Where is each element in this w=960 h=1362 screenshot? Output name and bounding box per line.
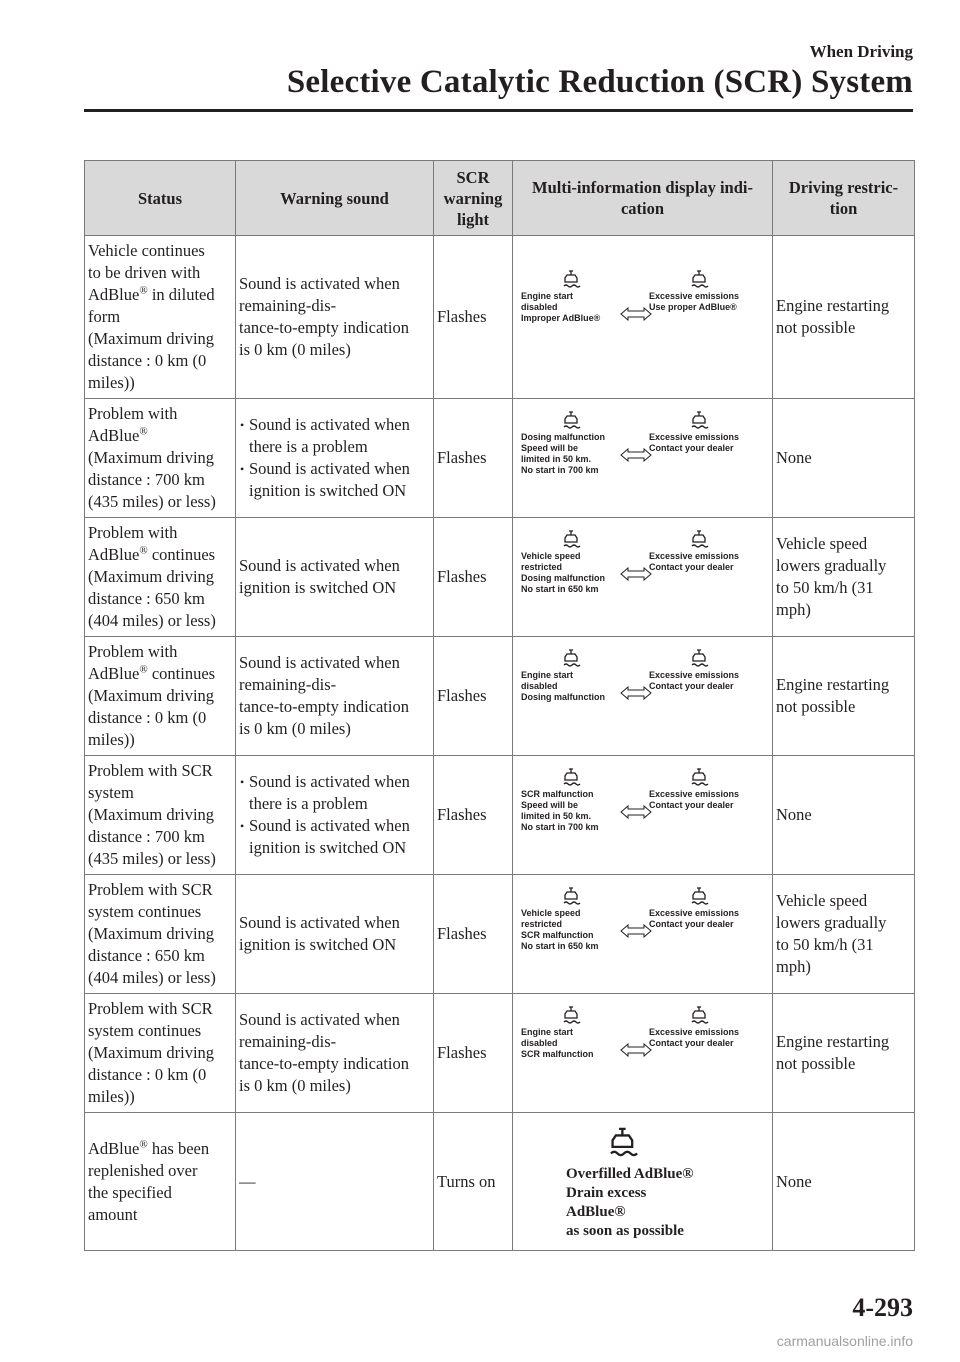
driving-restriction-cell: Engine restarting not possible — [773, 994, 915, 1113]
alternating-arrow-icon — [620, 448, 652, 462]
watermark: carmanualsonline.info — [776, 1333, 913, 1349]
warning-light-cell: Flashes — [434, 756, 513, 875]
warning-sound-cell: Sound is activated when ignition is switched ON — [236, 518, 434, 637]
status-cell: Problem with SCR system (Maximum driving distance : 700 km (435 miles) or less) — [85, 756, 236, 875]
scr-warning-icon — [689, 269, 711, 289]
driving-restriction-cell: Vehicle speed lowers gradually to 50 km/h (31 mph) — [773, 875, 915, 994]
table-row — [85, 756, 915, 875]
scr-warning-icon — [689, 1005, 711, 1025]
warning-light-cell: Flashes — [434, 875, 513, 994]
table-row — [85, 1113, 915, 1251]
scr-warning-icon — [561, 529, 583, 549]
warning-light-cell: Flashes — [434, 399, 513, 518]
status-cell: Problem with AdBlue® continues (Maximum driving distance : 650 km (404 miles) or less) — [85, 518, 236, 637]
display-screen-left: SCR malfunction Speed will be limited in 50 km. No start in 700 km — [521, 767, 631, 833]
header-warning-sound: Warning sound — [236, 161, 434, 236]
scr-warning-icon — [606, 1125, 642, 1159]
display-screen-right: Excessive emissions Contact your dealer — [649, 529, 759, 573]
display-cell — [513, 637, 773, 756]
bullet-item: • Sound is activated when there is a problem — [239, 771, 430, 815]
scr-warning-icon — [561, 767, 583, 787]
driving-restriction-cell: Engine restarting not possible — [773, 236, 915, 399]
driving-restriction-cell: None — [773, 756, 915, 875]
bullet-item: • Sound is activated when there is a problem — [239, 414, 430, 458]
display-screen-left: Engine start disabled Improper AdBlue® — [521, 269, 631, 324]
table-row — [85, 875, 915, 994]
warning-sound-cell: Sound is activated when remaining-dis- tance-to-empty indication is 0 km (0 miles) — [236, 637, 434, 756]
header-driving-restriction: Driving restric- tion — [773, 161, 915, 236]
display-cell — [513, 994, 773, 1113]
display-screen-right: Excessive emissions Contact your dealer — [649, 886, 759, 930]
display-screen-left: Vehicle speed restricted Dosing malfunction No start in 650 km — [521, 529, 631, 595]
display-screen-right: Excessive emissions Use proper AdBlue® — [649, 269, 759, 313]
page-title: Selective Catalytic Reduction (SCR) System — [286, 64, 913, 100]
scr-warning-icon — [561, 648, 583, 668]
display-cell — [513, 518, 773, 637]
alternating-arrow-icon — [620, 1043, 652, 1057]
page-number: 4-293 — [852, 1293, 913, 1322]
status-cell: Problem with AdBlue® (Maximum driving distance : 700 km (435 miles) or less) — [85, 399, 236, 518]
warning-light-cell: Flashes — [434, 518, 513, 637]
running-header-section: When Driving — [809, 42, 913, 61]
alternating-arrow-icon — [620, 686, 652, 700]
display-cell — [513, 1113, 773, 1251]
display-screen-right: Excessive emissions Contact your dealer — [649, 648, 759, 692]
display-screen-left: Engine start disabled SCR malfunction — [521, 1005, 631, 1060]
alternating-arrow-icon — [620, 307, 652, 321]
header-status: Status — [85, 161, 236, 236]
header-rule — [84, 109, 913, 112]
header-scr-warning-light: SCR warning light — [434, 161, 513, 236]
status-cell: Problem with SCR system continues (Maximum driving distance : 0 km (0 miles)) — [85, 994, 236, 1113]
warning-sound-cell: Sound is activated when ignition is switched ON — [236, 875, 434, 994]
display-screen-message: Overfilled AdBlue® Drain excess AdBlue® as soon as possible — [566, 1165, 694, 1239]
bullet-item: • Sound is activated when ignition is switched ON — [239, 458, 430, 502]
scr-warning-icon — [689, 529, 711, 549]
status-cell: Vehicle continues to be driven with AdBlue® in diluted form (Maximum driving distance : 0 km (0 miles)) — [85, 236, 236, 399]
scr-warning-icon — [561, 886, 583, 906]
scr-warning-icon — [689, 767, 711, 787]
driving-restriction-cell: Vehicle speed lowers gradually to 50 km/h (31 mph) — [773, 518, 915, 637]
scr-warning-icon — [561, 410, 583, 430]
table-row — [85, 994, 915, 1113]
warning-light-cell: Flashes — [434, 994, 513, 1113]
driving-restriction-cell: None — [773, 399, 915, 518]
bullet-item: • Sound is activated when ignition is switched ON — [239, 815, 430, 859]
display-cell — [513, 236, 773, 399]
display-screen-left: Engine start disabled Dosing malfunction — [521, 648, 631, 703]
scr-warning-icon — [561, 1005, 583, 1025]
header-display-indication: Multi-information display indi- cation — [513, 161, 773, 236]
warning-sound-cell: — — [236, 1113, 434, 1251]
display-screen-left: Dosing malfunction Speed will be limited in 50 km. No start in 700 km — [521, 410, 631, 476]
display-cell — [513, 756, 773, 875]
alternating-arrow-icon — [620, 567, 652, 581]
scr-warning-icon — [689, 886, 711, 906]
display-screen-right: Excessive emissions Contact your dealer — [649, 1005, 759, 1049]
table-row — [85, 236, 915, 399]
warning-light-cell: Turns on — [434, 1113, 513, 1251]
status-cell: AdBlue® has been replenished over the specified amount — [85, 1113, 236, 1251]
table-row — [85, 637, 915, 756]
warning-sound-cell — [236, 399, 434, 518]
table-row — [85, 518, 915, 637]
status-cell: Problem with AdBlue® continues (Maximum driving distance : 0 km (0 miles)) — [85, 637, 236, 756]
scr-warning-icon — [689, 648, 711, 668]
status-cell: Problem with SCR system continues (Maximum driving distance : 650 km (404 miles) or less) — [85, 875, 236, 994]
table-row — [85, 399, 915, 518]
warning-sound-cell: Sound is activated when remaining-dis- tance-to-empty indication is 0 km (0 miles) — [236, 994, 434, 1113]
scr-warning-table — [84, 160, 915, 1251]
display-screen-left: Vehicle speed restricted SCR malfunction No start in 650 km — [521, 886, 631, 952]
display-cell — [513, 399, 773, 518]
driving-restriction-cell: None — [773, 1113, 915, 1251]
driving-restriction-cell: Engine restarting not possible — [773, 637, 915, 756]
display-screen-right: Excessive emissions Contact your dealer — [649, 767, 759, 811]
warning-sound-cell: Sound is activated when remaining-dis- tance-to-empty indication is 0 km (0 miles) — [236, 236, 434, 399]
scr-warning-icon — [561, 269, 583, 289]
display-cell — [513, 875, 773, 994]
alternating-arrow-icon — [620, 924, 652, 938]
warning-light-cell: Flashes — [434, 637, 513, 756]
table-header-row — [85, 161, 915, 236]
display-screen-right: Excessive emissions Contact your dealer — [649, 410, 759, 454]
warning-sound-cell — [236, 756, 434, 875]
alternating-arrow-icon — [620, 805, 652, 819]
warning-light-cell: Flashes — [434, 236, 513, 399]
scr-warning-icon — [689, 410, 711, 430]
